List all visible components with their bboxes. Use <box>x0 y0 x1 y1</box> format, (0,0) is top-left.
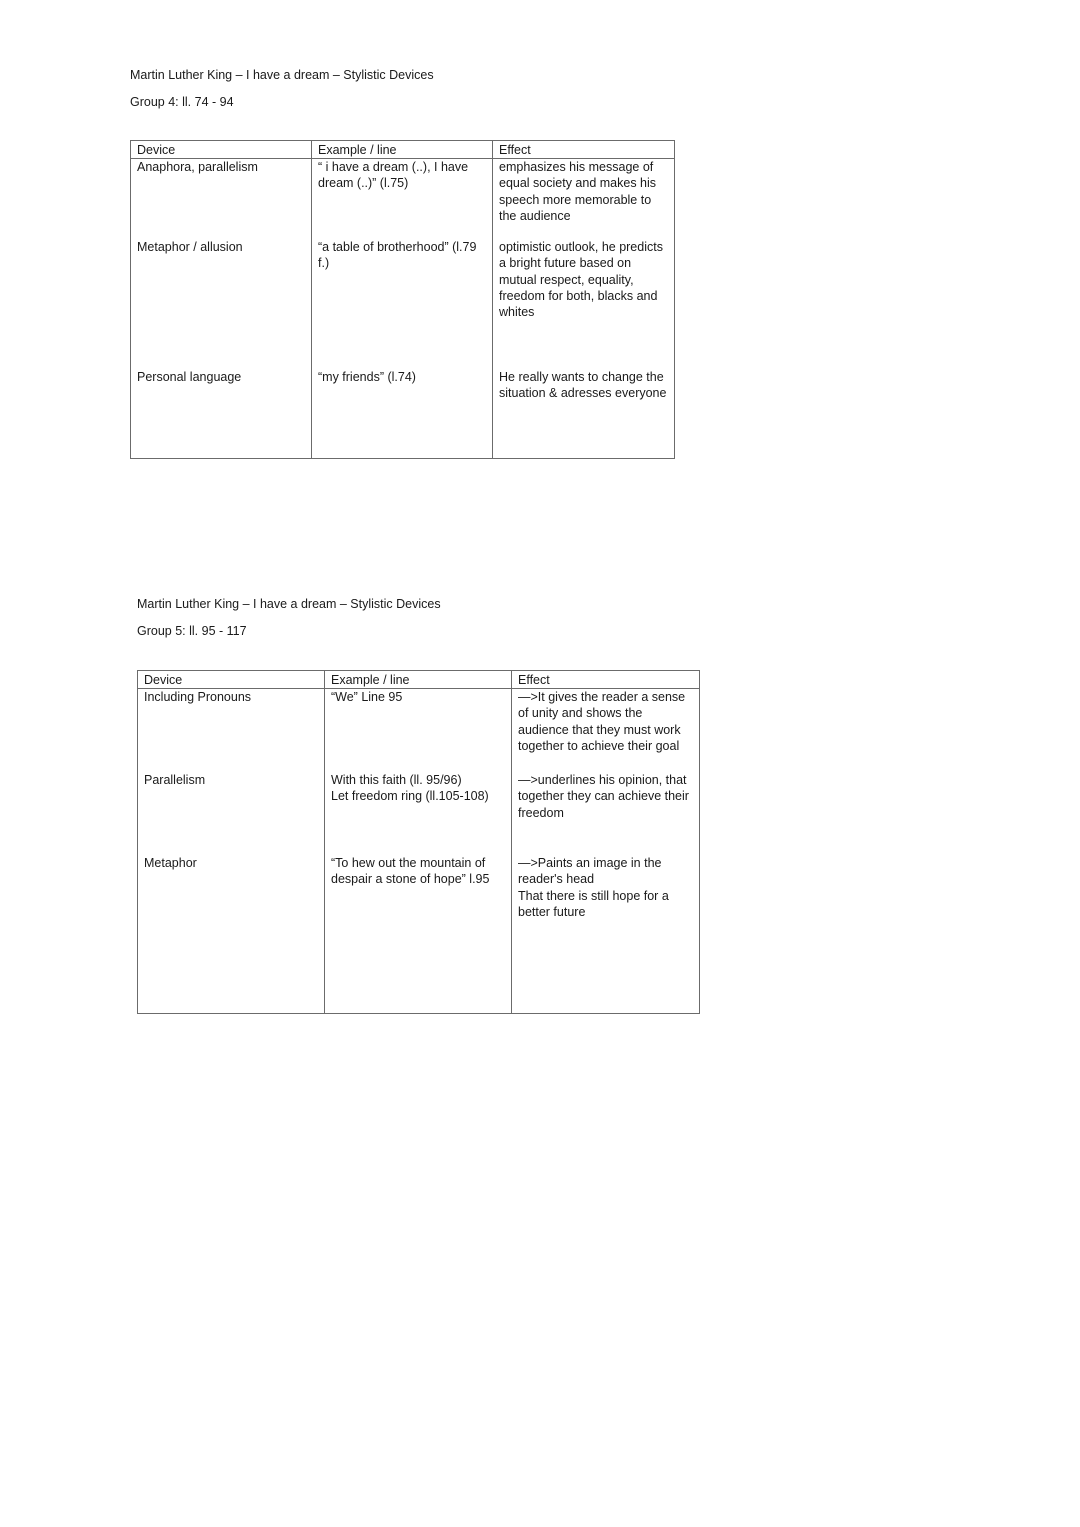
device-cell: Anaphora, parallelism <box>131 159 312 240</box>
table-header-row <box>138 671 700 689</box>
table-row <box>138 772 700 855</box>
group-label: Group 4: ll. 74 - 94 <box>130 95 234 109</box>
header-device: Device <box>138 671 325 689</box>
example-cell: “my friends” (l.74) <box>312 369 493 459</box>
table-row <box>131 159 675 240</box>
effect-cell: emphasizes his message of equal society and makes his speech more memorable to the audience <box>493 159 675 240</box>
example-cell: “ i have a dream (..), I have dream (..)” (l.75) <box>312 159 493 240</box>
example-cell: “To hew out the mountain of despair a stone of hope” l.95 <box>325 855 512 1014</box>
header-effect: Effect <box>512 671 700 689</box>
device-cell: Metaphor <box>138 855 325 1014</box>
table-row <box>138 855 700 1014</box>
document-title: Martin Luther King – I have a dream – Stylistic Devices <box>137 597 441 611</box>
header-example: Example / line <box>325 671 512 689</box>
effect-cell: He really wants to change the situation & adresses everyone <box>493 369 675 459</box>
table-row <box>131 239 675 369</box>
group-label: Group 5: ll. 95 - 117 <box>137 624 247 638</box>
effect-cell: —>It gives the reader a sense of unity and shows the audience that they must work together to achieve their goal <box>512 689 700 773</box>
table-row <box>131 369 675 459</box>
section-group-5 <box>137 596 700 1014</box>
effect-cell: —>underlines his opinion, that together they can achieve their freedom <box>512 772 700 855</box>
stylistic-devices-table <box>137 670 700 1014</box>
stylistic-devices-table <box>130 140 675 459</box>
device-cell: Personal language <box>131 369 312 459</box>
example-cell: With this faith (ll. 95/96) Let freedom ring (ll.105-108) <box>325 772 512 855</box>
example-cell: “a table of brotherhood” (l.79 f.) <box>312 239 493 369</box>
header-device: Device <box>131 141 312 159</box>
effect-cell: —>Paints an image in the reader's head That there is still hope for a better future <box>512 855 700 1014</box>
table-header-row <box>131 141 675 159</box>
header-example: Example / line <box>312 141 493 159</box>
device-cell: Including Pronouns <box>138 689 325 773</box>
device-cell: Parallelism <box>138 772 325 855</box>
device-cell: Metaphor / allusion <box>131 239 312 369</box>
effect-cell: optimistic outlook, he predicts a bright future based on mutual respect, equality, freedom for both, blacks and whites <box>493 239 675 369</box>
table-row <box>138 689 700 773</box>
header-effect: Effect <box>493 141 675 159</box>
document-title: Martin Luther King – I have a dream – Stylistic Devices <box>130 68 434 82</box>
example-cell: “We” Line 95 <box>325 689 512 773</box>
section-group-4 <box>130 67 675 459</box>
